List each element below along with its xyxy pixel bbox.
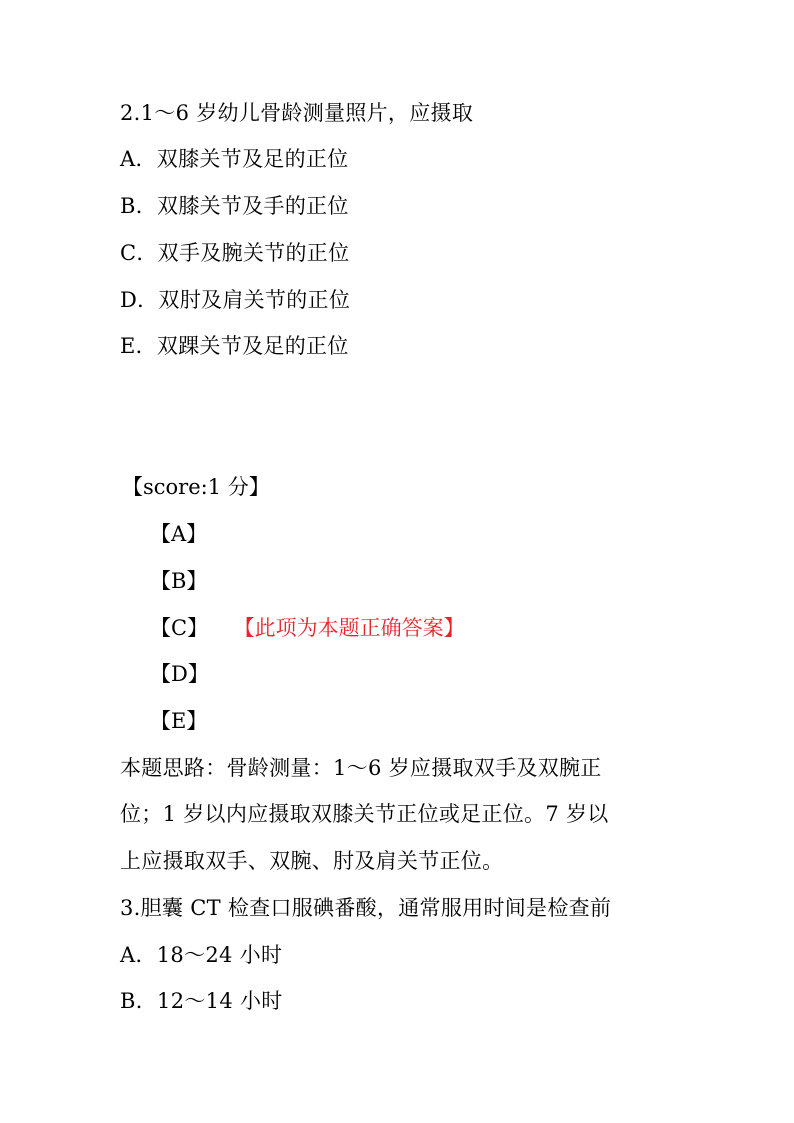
question-2-option-c: C．双手及腕关节的正位 [120,241,350,265]
choice-b: 【B】 [150,569,208,593]
question-2-option-a: A．双膝关节及足的正位 [120,147,349,171]
question-2-option-e: E．双踝关节及足的正位 [120,334,349,358]
explanation-line-2: 位；1 岁以内应摄取双膝关节正位或足正位。7 岁以 [120,802,609,826]
question-2-stem: 2.1～6 岁幼儿骨龄测量照片，应摄取 [120,101,474,125]
question-3-option-a: A．18～24 小时 [120,943,283,967]
choice-e: 【E】 [150,709,208,733]
explanation-line-3: 上应摄取双手、双腕、肘及肩关节正位。 [120,849,504,873]
correct-answer-note: 【此项为本题正确答案】 [244,616,465,640]
choice-d: 【D】 [150,662,209,686]
choice-c: 【C】 [150,616,209,640]
score-label: 【score:1 分】 [122,475,270,499]
question-2-option-d: D．双肘及肩关节的正位 [120,288,351,312]
choice-a: 【A】 [150,522,208,546]
choice-c-row [150,614,465,642]
question-3-option-b: B．12～14 小时 [120,989,283,1013]
question-3-stem: 3.胆囊 CT 检查口服碘番酸，通常服用时间是检查前 [120,896,612,920]
explanation-line-1: 本题思路：骨龄测量：1～6 岁应摄取双手及双腕正 [120,756,602,780]
question-2-option-b: B．双膝关节及手的正位 [120,194,349,218]
